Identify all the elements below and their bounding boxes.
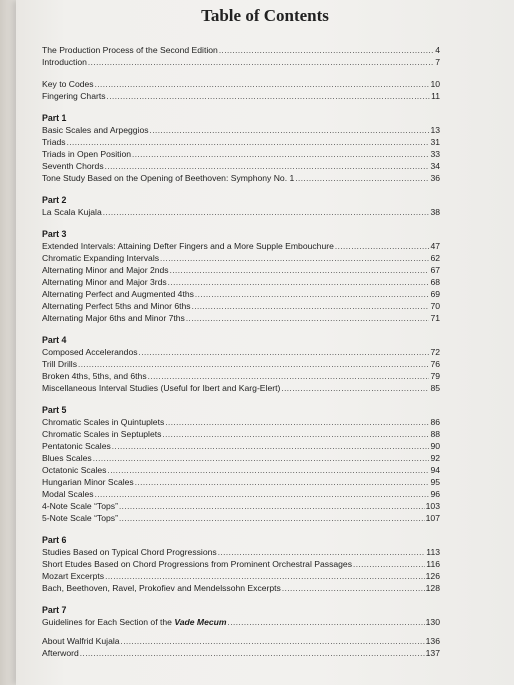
dot-leader [219,45,434,57]
toc-entry-page: 92 [430,453,440,463]
dot-leader [282,583,425,595]
spacer [42,102,440,112]
toc-entry-title: The Production Process of the Second Edition [42,45,218,55]
toc-entry-page: 95 [430,477,440,487]
toc-entry [42,312,440,324]
dot-leader [186,313,430,325]
dot-leader [112,441,430,453]
toc-entry-page: 33 [430,149,440,159]
toc-entry [42,148,440,160]
toc-entry-title: Chromatic Expanding Intervals [42,253,160,263]
dot-leader [150,125,430,137]
toc-entry-title: Triads in Open Position [42,149,132,159]
toc-entry [42,464,440,476]
toc-entry [42,90,440,102]
spacer [42,324,440,334]
toc-entry [42,500,440,512]
toc-entry [42,136,440,148]
toc-entry-title: Composed Accelerandos [42,347,138,357]
toc-entry [42,570,440,582]
dot-leader [353,559,425,571]
spacer [42,218,440,228]
toc-entry-title: La Scala Kujala [42,207,102,217]
spacer [42,68,440,78]
toc-entry-page: 86 [430,417,440,427]
page-title: Table of Contents [201,6,329,25]
toc-entry-title: Trill Drills [42,359,77,369]
toc-entry [42,546,440,558]
toc-entry-title: Mozart Excerpts [42,571,105,581]
dot-leader [88,57,434,69]
toc-entry-page: 69 [430,289,440,299]
part-heading: Part 7 [42,605,67,615]
toc-entry-title: Alternating Minor and Major 3rds [42,277,167,287]
dot-leader [195,289,430,301]
toc-entry-title: Extended Intervals: Attaining Defter Fingers and a More Supple Embouchure [42,241,334,251]
toc-entry [42,78,440,90]
toc-entry [42,370,440,382]
dot-leader [139,347,430,359]
dot-leader [168,277,430,289]
toc-entry-title: About Walfrid Kujala [42,636,120,646]
toc-entry [42,416,440,428]
toc-entry-title: Guidelines for Each Section of the Vade Mecum [42,617,227,627]
dot-leader [119,513,425,525]
toc-entry-title: Pentatonic Scales [42,441,111,451]
toc-entry-page: 103 [425,501,440,511]
toc-entry-title: Afterword [42,648,79,658]
toc-entry-page: 10 [430,79,440,89]
toc-entry [42,452,440,464]
dot-leader [95,79,430,91]
part-heading: Part 1 [42,113,67,123]
toc-entry-page: 130 [425,617,440,627]
toc-entry [42,206,440,218]
toc-entry [42,647,440,659]
spacer [42,394,440,404]
toc-entry [42,358,440,370]
toc-entry-page: 76 [430,359,440,369]
toc-entry-title: Alternating Major 6ths and Minor 7ths [42,313,185,323]
toc-entry-page: 7 [435,57,440,67]
toc-entry [42,346,440,358]
toc-entry [42,558,440,570]
dot-leader [170,265,430,277]
toc-entry-title: Alternating Perfect 5ths and Minor 6ths [42,301,191,311]
toc-entry-page: 13 [430,125,440,135]
toc-entry-page: 38 [430,207,440,217]
toc-entry-page: 136 [425,636,440,646]
toc-entry-page: 85 [430,383,440,393]
toc-entry-title: Fingering Charts [42,91,106,101]
toc-entry-page: 70 [430,301,440,311]
dot-leader [95,489,430,501]
spacer [42,594,440,604]
toc-entry [42,635,440,647]
dot-leader [228,617,425,629]
page-binding-edge [0,0,16,685]
toc-entry [42,160,440,172]
toc-entry [42,512,440,524]
toc-entry-title: 4-Note Scale “Tops” [42,501,118,511]
toc-entry [42,276,440,288]
toc-entry-page: 36 [430,173,440,183]
toc-entry-page: 47 [430,241,440,251]
toc-entry-page: 94 [430,465,440,475]
toc-entry-title: Octatonic Scales [42,465,107,475]
toc-entry [42,300,440,312]
toc-entry-page: 62 [430,253,440,263]
toc-entry-title: Short Etudes Based on Chord Progressions from Prominent Orchestral Passages [42,559,353,569]
toc-entry-page: 34 [430,161,440,171]
toc-entry [42,56,440,68]
toc-entry [42,264,440,276]
part-heading: Part 2 [42,195,67,205]
toc-entry-page: 113 [426,547,440,557]
dot-leader [103,207,430,219]
toc-entry-title: Miscellaneous Interval Studies (Useful for Ibert and Karg-Elert) [42,383,281,393]
toc-entry-page: 4 [435,45,440,55]
toc-entry-title: Blues Scales [42,453,92,463]
toc-entry [42,172,440,184]
dot-leader [192,301,430,313]
toc-entry [42,252,440,264]
toc-entry [42,428,440,440]
dot-leader [295,173,429,185]
toc-entry-title: Alternating Perfect and Augmented 4ths [42,289,194,299]
dot-leader [93,453,430,465]
dot-leader [281,383,429,395]
toc-entry-page: 11 [431,91,440,101]
dot-leader [165,417,429,429]
toc-entry-page: 31 [430,137,440,147]
toc-entry-title: Broken 4ths, 5ths, and 6ths [42,371,147,381]
toc-entry [42,488,440,500]
part-heading: Part 4 [42,335,67,345]
toc-entry-title: Hungarian Minor Scales [42,477,134,487]
dot-leader [132,149,429,161]
toc-entry-page: 88 [430,429,440,439]
document-page [16,0,514,685]
part-heading: Part 6 [42,535,67,545]
toc-entry [42,582,440,594]
dot-leader [121,636,425,648]
toc-entry-title: Modal Scales [42,489,94,499]
toc-entry-title: Chromatic Scales in Septuplets [42,429,162,439]
dot-leader [107,91,431,103]
toc-entry-page: 107 [425,513,440,523]
dot-leader [119,501,425,513]
toc-entry [42,124,440,136]
toc-entry-page: 72 [430,347,440,357]
toc-entry-title-emphasis: Vade Mecum [174,617,227,627]
toc-entry-title: Tone Study Based on the Opening of Beethoven: Symphony No. 1 [42,173,295,183]
toc-entry-page: 137 [425,648,440,658]
toc-entry [42,240,440,252]
toc-entry-title: Studies Based on Typical Chord Progressions [42,547,217,557]
toc-entry-page: 96 [430,489,440,499]
dot-leader [162,429,429,441]
toc-entry-title: Triads [42,137,66,147]
toc-entry-page: 116 [426,559,440,569]
spacer [42,184,440,194]
toc-entry-title: Alternating Minor and Major 2nds [42,265,169,275]
dot-leader [135,477,430,489]
toc-entry-page: 128 [425,583,440,593]
toc-entry [42,476,440,488]
toc-entry-title: Seventh Chords [42,161,104,171]
toc-entry [42,382,440,394]
toc-entry-title: Introduction [42,57,87,67]
toc-entry-title: 5-Note Scale “Tops” [42,513,118,523]
spacer [42,628,440,635]
toc-entry-title: Basic Scales and Arpeggios [42,125,149,135]
spacer [42,524,440,534]
toc-entry [42,44,440,56]
part-heading: Part 3 [42,229,67,239]
toc-entry-page: 90 [430,441,440,451]
toc-entry [42,288,440,300]
toc-entry-page: 67 [430,265,440,275]
part-heading: Part 5 [42,405,67,415]
toc-entry-page: 71 [430,313,440,323]
toc-entry-page: 79 [430,371,440,381]
toc-entry [42,440,440,452]
toc-entry [42,616,440,628]
dot-leader [107,465,429,477]
dot-leader [335,241,430,253]
toc-entry-page: 68 [430,277,440,287]
toc-entry-page: 126 [425,571,440,581]
toc-entry-title: Key to Codes [42,79,94,89]
dot-leader [160,253,429,265]
table-of-contents [42,44,440,659]
dot-leader [80,648,425,660]
toc-entry-title: Chromatic Scales in Quintuplets [42,417,165,427]
toc-entry-title: Bach, Beethoven, Ravel, Prokofiev and Mendelssohn Excerpts [42,583,281,593]
